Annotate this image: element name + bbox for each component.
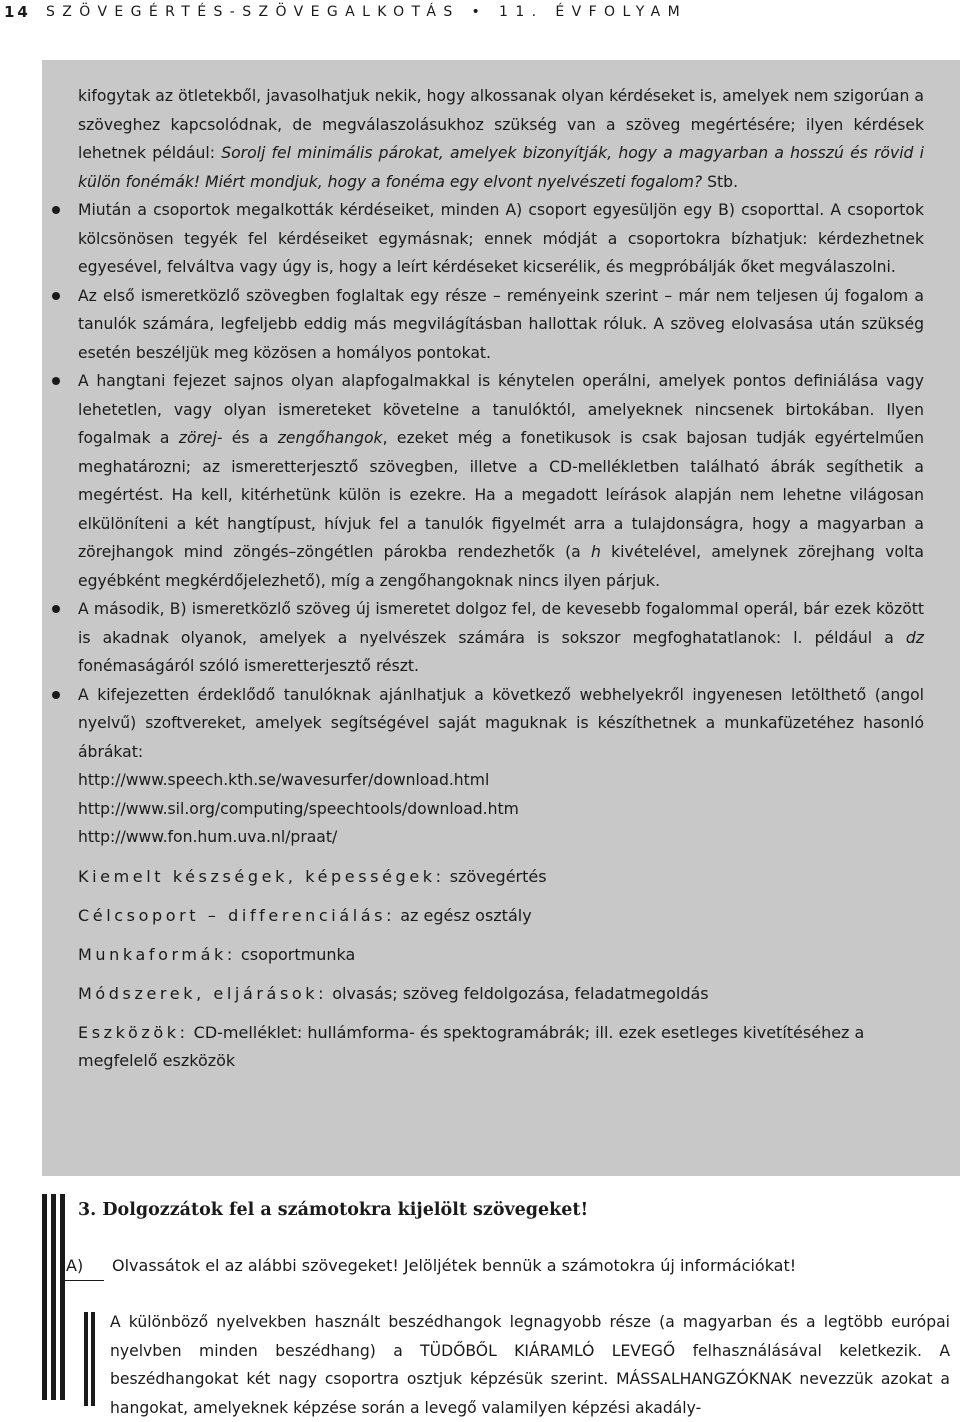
meta-target-group: Célcsoport – differenciálás: az egész osztály — [78, 905, 532, 925]
list-item: A második, B) ismeretközlő szöveg új ismeretet dolgoz fel, de kevesebb fogalommal operál, bár ezek között is akadnak olyanok, amelyek a nyelvészek számára is sokszor megfoghatatlanok: l. például a dz fonémaságáról szóló ismeretterjesztő részt. — [78, 595, 924, 681]
bullet-icon — [52, 206, 60, 214]
bullet-icon — [52, 292, 60, 300]
intro-paragraph: kifogytak az ötletekből, javasolhatjuk nekik, hogy alkossanak olyan kérdéseket is, amelyek nem szigorúan a szöveghez kapcsolódnak, de megválaszolásukhoz szükség van a szöveg megértésére; ilyen kérdések lehetnek például: Sorolj fel minimális párokat, amelyek bizonyítják, hogy a magyarban a hosszú és rövid i külön fonémák! Miért mondjuk, hogy a fonéma egy elvont nyelvészeti fogalom? Stb. — [78, 87, 924, 191]
meta-work-forms: Munkaformák: csoportmunka — [78, 944, 356, 964]
task-a — [64, 1252, 944, 1281]
page-header — [0, 0, 960, 24]
download-link[interactable]: http://www.sil.org/computing/speechtools/download.htm — [78, 799, 519, 818]
list-item: Miután a csoportok megalkották kérdéseiket, minden A) csoport egyesüljön egy B) csoporttal. A csoportok kölcsönösen tegyék fel kérdéseiket egymásnak; ennek módját a csoportokra bízhatjuk: kérdezhetnek egyesével, felváltva vagy úgy is, hogy a leírt kérdéseket kicserélik, és megpróbálják őket megválaszolni. — [78, 196, 924, 282]
list-item: A kifejezetten érdeklődő tanulóknak ajánlhatjuk a következő webhelyekről ingyenesen letölthető (angol nyelvű) szoftvereket, amelyek segítségével saját maguknak is készíthetnek a munkafüzetéhez hasonló ábrákat: — [78, 681, 924, 767]
meta-tools: Eszközök: CD-melléklet: hullámforma- és spektogramábrák; ill. ezek esetleges kivetítéséhez a megfelelő eszközök — [78, 1022, 865, 1070]
notes-list — [78, 196, 924, 766]
meta-methods: Módszerek, eljárások: olvasás; szöveg feldolgozása, feladatmegoldás — [78, 983, 709, 1003]
task-a-label: A) — [64, 1252, 104, 1281]
task-a-text: Olvassátok el az alábbi szövegeket! Jelöljétek bennük a számotokra új információkat! — [112, 1256, 797, 1275]
bullet-icon — [52, 377, 60, 385]
task-marker-bars — [42, 1194, 66, 1400]
teacher-notes-box — [42, 60, 960, 1176]
download-link[interactable]: http://www.speech.kth.se/wavesurfer/download.html — [78, 771, 490, 789]
bullet-icon — [52, 691, 60, 699]
page-number: 14 — [4, 3, 31, 21]
reading-marker-bars — [84, 1312, 98, 1406]
list-item: A hangtani fejezet sajnos olyan alapfogalmakkal is kénytelen operálni, amelyek pontos definiálása vagy lehetetlen, vagy olyan ismereteket követelne a tanulóktól, amelyeknek nincsenek birtokában. Ilyen fogalmak a zörej- és a zengőhangok, ezeket még a fonetikusok is csak bajosan tudják egyértelműen meghatározni; az ismeretterjesztő szövegben, illetve a CD-mellékletben található ábrák segíthetik a megértést. Ha kell, kitérhetünk külön is ezekre. Ha a megadott leírások alapján nem lehetne világosan elkülöníteni a két hangtípust, hívjuk fel a tanulók figyelmét arra a tulajdonságra, hogy a magyarban a zörejhangok mind zöngés–zöngétlen párokba rendezhetők (a h kivételével, amelynek zörejhang volta egyébként megkérdőjelezhető), míg a zengőhangoknak nincs ilyen párjuk. — [78, 367, 924, 595]
reading-text: A különböző nyelvekben használt beszédhangok legnagyobb része (a magyarban és a legtöbb európai nyelvben minden beszédhang) a TÜDŐBŐL KIÁRAMLÓ LEVEGŐ felhasználásával keletkezik. A beszédhangokat két nagy csoportra osztjuk képzésük szerint. MÁSSALHANGZÓKNAK nevezzük azokat a hangokat, amelyeknek képzése során a levegő valamilyen képzési akadály- — [110, 1313, 950, 1417]
task-title: 3. Dolgozzátok fel a számotokra kijelölt szövegeket! — [78, 1200, 589, 1220]
bullet-icon — [52, 605, 60, 613]
meta-skills: Kiemelt készségek, képességek: szövegértés — [78, 866, 547, 886]
running-title: SZÖVEGÉRTÉS-SZÖVEGALKOTÁS • 11. ÉVFOLYAM — [46, 4, 688, 20]
list-item: Az első ismeretközlő szövegben foglaltak egy része – reményeink szerint – már nem teljesen új fogalom a tanulók számára, legfeljebb eddig más megvilágításban hallottak róluk. A szöveg elolvasása után szükség esetén beszéljük meg közösen a homályos pontokat. — [78, 282, 924, 368]
download-link[interactable]: http://www.fon.hum.uva.nl/praat/ — [78, 828, 338, 846]
